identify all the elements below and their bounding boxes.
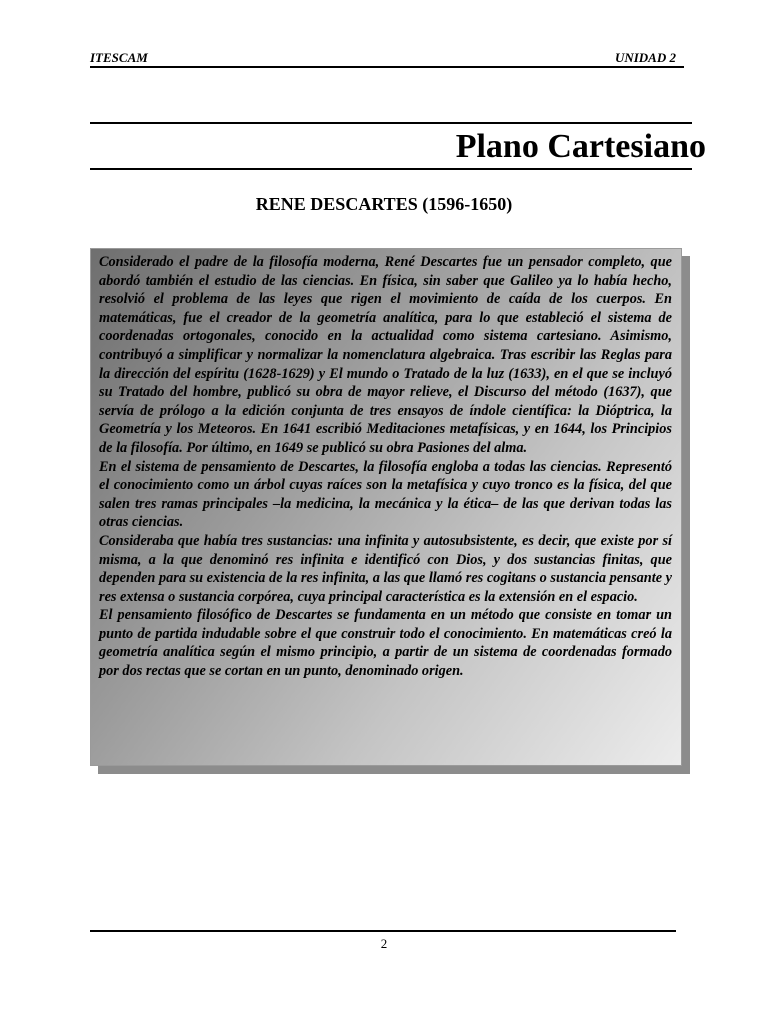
paragraph-1: Considerado el padre de la filosofía moderna, René Descartes fue un pensador completo, que abordó también el estudio de las ciencias. En física, sin saber que Galileo ya lo había hecho, resolvió el problema de las leyes que rigen el movimiento de caída de los cuerpos. En matemáticas, fue el creador de la geometría analítica, para lo que estableció el sistema de coordenadas ortogonales, conocido en la actualidad como sistema cartesiano. Asimismo, contribuyó a simplificar y normalizar la nomenclatura algebraica. Tras escribir las Reglas para la dirección del espíritu (1628-1629) y El mundo o Tratado de la luz (1633), en el que se incluyó su Tratado del hombre, publicó su obra de mayor relieve, el Discurso del método (1637), que servía de prólogo a la edición conjunta de tres ensayos de índole científica: la Dióptrica, la Geometría y los Meteoros. En 1641 escribió Meditaciones metafísicas, y en 1644, los Principios de la filosofía. Por último, en 1649 se publicó su obra Pasiones del alma.	[99, 254, 672, 456]
paragraph-3: Consideraba que había tres sustancias: una infinita y autosubsistente, es decir, que existe por sí misma, a la que denominó res infinita e identificó con Dios, y dos sustancias finitas, que dependen para su existencia de la res infinita, a las que llamó res cogitans o sustancia pensante y res extensa o sustancia corpórea, cuya principal característica es la extensión en el espacio.	[99, 532, 672, 605]
header-right-label: UNIDAD 2	[614, 50, 676, 65]
footer-divider	[90, 930, 676, 932]
page-title: Plano Cartesiano	[455, 128, 706, 165]
text-box	[90, 248, 682, 766]
page-number: 2	[380, 936, 388, 951]
header-left-label: ITESCAM	[90, 50, 148, 65]
title-bottom-rule	[90, 168, 692, 170]
section-subtitle: RENE DESCARTES (1596-1650)	[255, 194, 513, 214]
paragraph-4: El pensamiento filosófico de Descartes se fundamenta en un método que consiste en tomar un punto de partida indudable sobre el que construir todo el conocimiento. En matemáticas creó la geometría analítica según el mismo principio, a partir de un sistema de coordenadas formado por dos rectas que se cortan en un punto, denominado origen.	[99, 607, 672, 680]
title-top-rule	[90, 122, 692, 124]
header-divider	[90, 66, 684, 68]
paragraph-2: En el sistema de pensamiento de Descartes, la filosofía engloba a todas las ciencias. Representó el conocimiento como un árbol cuyas raíces son la metafísica y cuyo tronco es la física, del que salen tres ramas principales –la medicina, la mecánica y la ética– de las que derivan todas las otras ciencias.	[99, 458, 672, 531]
